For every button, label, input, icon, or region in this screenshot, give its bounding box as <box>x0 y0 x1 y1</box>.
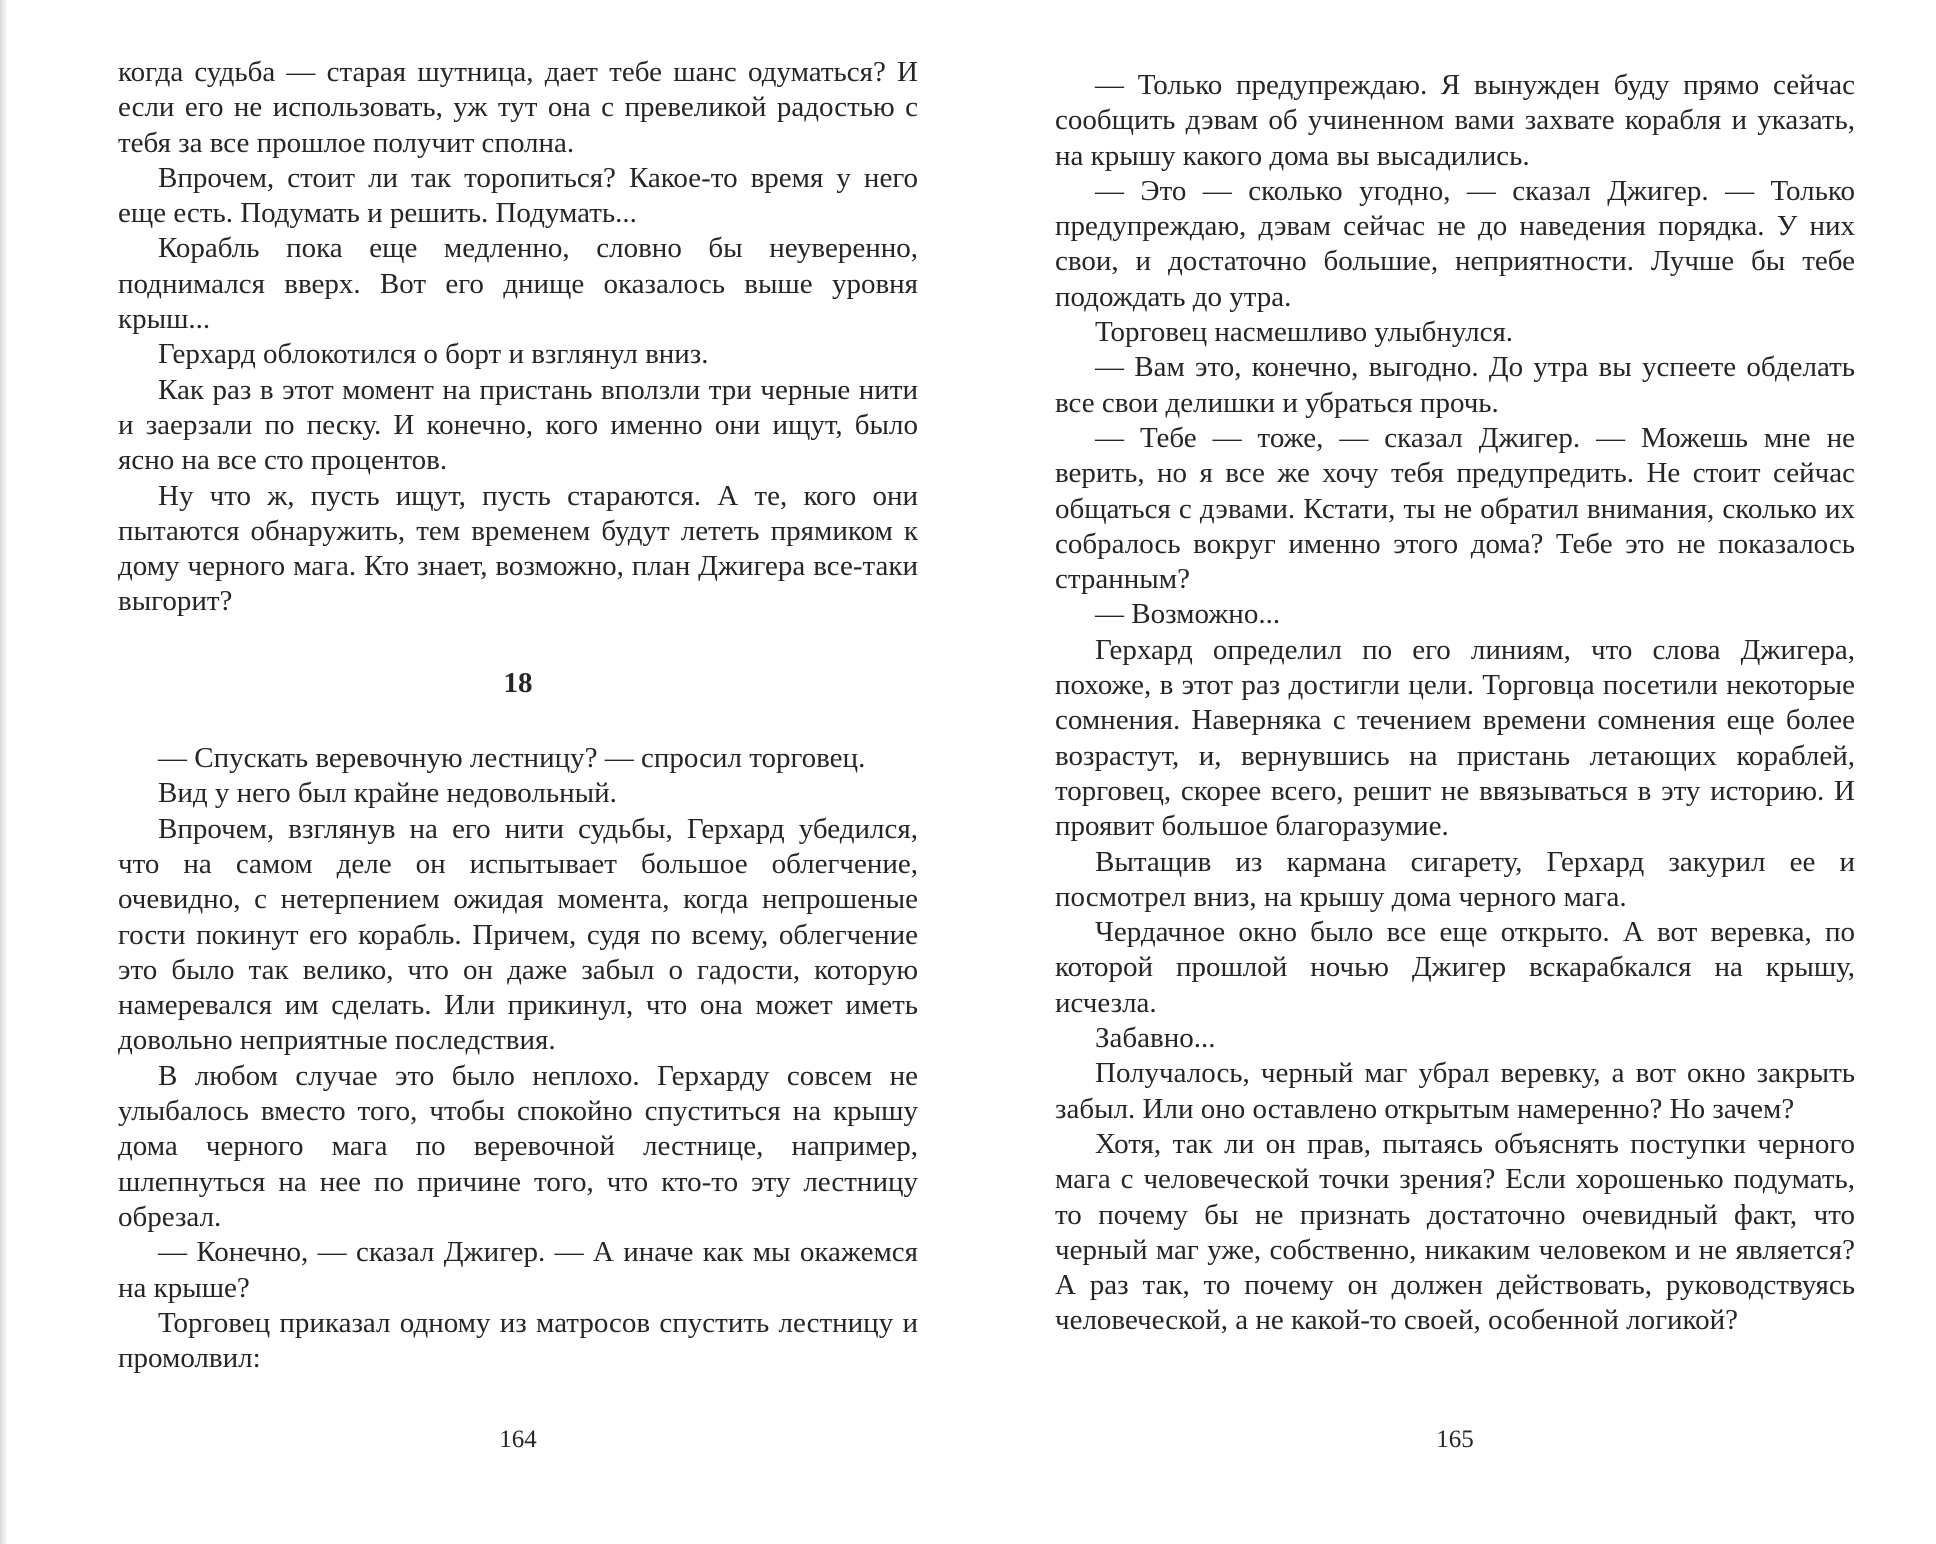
paragraph: Чердачное окно было все еще открыто. А вот веревка, по которой прошлой ночью Джигер вскарабкался на крышу, исчезла. <box>1055 916 1855 1019</box>
left-page-text <box>118 55 918 1376</box>
paragraph: Впрочем, стоит ли так торопиться? Какое-то время у него еще есть. Подумать и решить. Подумать... <box>118 161 918 230</box>
paragraph: В любом случае это было неплохо. Герхарду совсем не улыбалось вместо того, чтобы спокойно спуститься на крышу дома черного мага по веревочной лестнице, например, шлепнуться на нее по причине того, что кто-то эту лестницу обрезал. <box>118 1059 918 1233</box>
paragraph: Торговец насмешливо улыбнулся. <box>1095 316 1514 349</box>
page-number-left: 164 <box>499 1426 537 1453</box>
paragraph: — Спускать веревочную лестницу? — спросил торговец. <box>158 742 866 775</box>
paragraph: — Возможно... <box>1095 598 1281 631</box>
paragraph: Герхард облокотился о борт и взглянул вниз. <box>158 338 709 371</box>
page-number-right: 165 <box>1436 1426 1474 1453</box>
left-page <box>118 0 918 1544</box>
paragraph: Вытащив из кармана сигарету, Герхард закурил ее и посмотрел вниз, на крышу дома черного мага. <box>1055 845 1855 913</box>
paragraph: Хотя, так ли он прав, пытаясь объяснять поступки черного мага с человеческой точки зрения? Если хорошенько подумать, то почему бы не признать достаточно очевидный факт, что черный маг уже, собственно, никаким человеком и не является? А раз так, то почему он должен действовать, руководствуясь человеческой, а не какой-то своей, особенной логикой? <box>1055 1127 1855 1337</box>
paragraph: Вид у него был крайне недовольный. <box>158 777 617 810</box>
paragraph: — Только предупреждаю. Я вынужден буду прямо сейчас сообщить дэвам об учиненном вами захвате корабля и указать, на крышу какого дома вы высадились. <box>1055 69 1855 172</box>
page-edge-shadow <box>0 0 8 1544</box>
paragraph: Получалось, черный маг убрал веревку, а вот окно закрыть забыл. Или оно оставлено открытым намеренно? Но зачем? <box>1055 1057 1855 1125</box>
paragraph: Впрочем, взглянув на его нити судьбы, Герхард убедился, что на самом деле он испытывает большое облегчение, очевидно, с нетерпением ожидая момента, когда непрошеные гости покинут его корабль. Причем, судя по всему, облегчение это было так велико, что он даже забыл о гадости, которую намеревался им сделать. Или прикинул, что она может иметь довольно неприятные последствия. <box>118 812 918 1057</box>
right-page <box>1055 0 1855 1544</box>
paragraph: — Конечно, — сказал Джигер. — А иначе как мы окажемся на крыше? <box>118 1236 918 1304</box>
paragraph: — Это — сколько угодно, — сказал Джигер. — Только предупреждаю, дэвам сейчас не до наведения порядка. У них свои, и достаточно большие, неприятности. Лучше бы тебе подождать до утра. <box>1055 174 1855 313</box>
paragraph: Торговец приказал одному из матросов спустить лестницу и промолвил: <box>118 1306 918 1375</box>
paragraph: Как раз в этот момент на пристань вползли три черные нити и заерзали по песку. И конечно, кого именно они ищут, было ясно на все сто процентов. <box>118 373 918 477</box>
right-page-text <box>1055 68 1855 1339</box>
paragraph: — Вам это, конечно, выгодно. До утра вы успеете обделать все свои делишки и убраться прочь. <box>1055 351 1855 419</box>
paragraph: Герхард определил по его линиям, что слова Джигера, похоже, в этот раз достигли цели. Торговца посетили некоторые сомнения. Наверняка с течением времени сомнения еще более возрастут, и, вернувшись на пристань летающих кораблей, торговец, скорее всего, решит не ввязываться в эту историю. И проявит большое благоразумие. <box>1055 633 1855 843</box>
paragraph: Забавно... <box>1095 1022 1216 1055</box>
paragraph: когда судьба — старая шутница, дает тебе шанс одуматься? И если его не использовать, уж тут она с превеликой радостью с тебя за все прошлое получит сполна. <box>118 56 918 159</box>
chapter-number: 18 <box>503 666 533 699</box>
paragraph: Ну что ж, пусть ищут, пусть стараются. А те, кого они пытаются обнаружить, тем временем будут лететь прямиком к дому черного мага. Кто знает, возможно, план Джигера все-таки выгорит? <box>118 479 918 618</box>
paragraph: Корабль пока еще медленно, словно бы неуверенно, поднимался вверх. Вот его днище оказалось выше уровня крыш... <box>118 232 918 336</box>
paragraph: — Тебе — тоже, — сказал Джигер. — Можешь мне не верить, но я все же хочу тебя предупредить. Не стоит сейчас общаться с дэвами. Кстати, ты не обратил внимания, сколько их собралось вокруг именно этого дома? Тебе это не показалось странным? <box>1055 421 1855 596</box>
